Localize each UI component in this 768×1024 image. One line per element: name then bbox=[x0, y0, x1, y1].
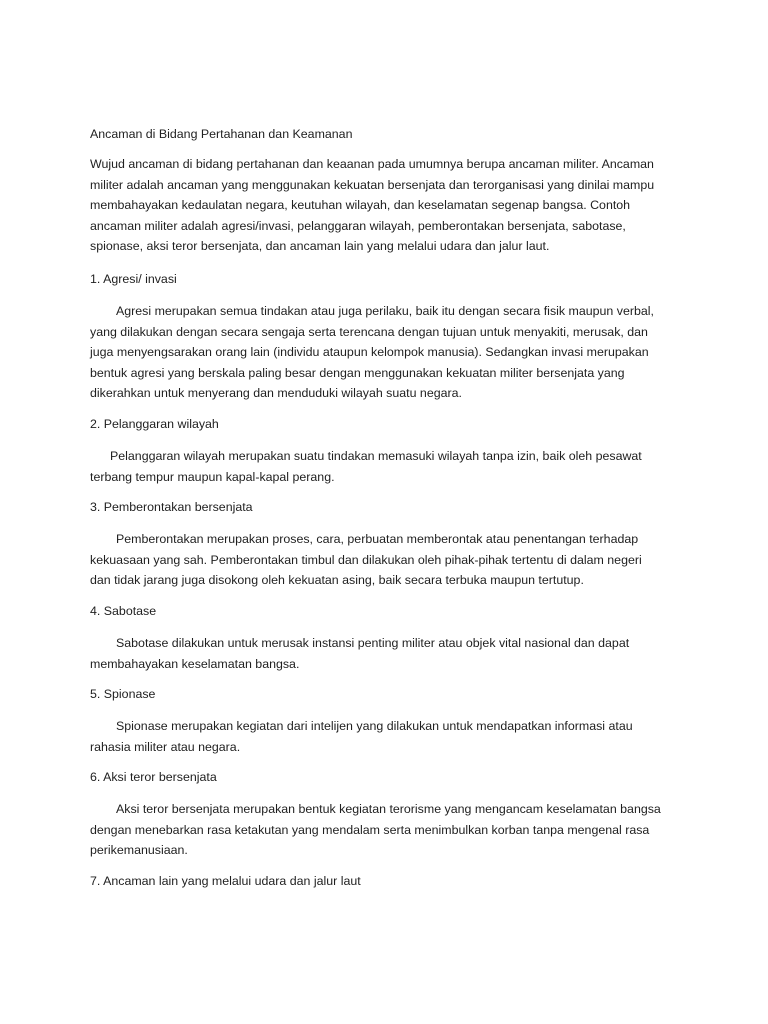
paragraph-line: dikerahkan untuk menyerang dan menduduki wilayah suatu negara. bbox=[90, 386, 462, 401]
intro-line: ancaman militer adalah agresi/invasi, pelanggaran wilayah, pemberontakan bersenjata, sabotase, bbox=[90, 218, 626, 233]
intro-line: Wujud ancaman di bidang pertahanan dan keaanan pada umumnya berupa ancaman militer. Ancaman bbox=[90, 157, 654, 171]
paragraph-line: rahasia militer atau negara. bbox=[90, 739, 241, 754]
intro-line: militer adalah ancaman yang menggunakan kekuatan bersenjata dan terorganisasi yang dinilai mampu bbox=[90, 177, 655, 192]
paragraph-line: Pemberontakan merupakan proses, cara, perbuatan memberontak atau penentangan terhadap bbox=[116, 532, 639, 547]
paragraph-line: Aksi teror bersenjata merupakan bentuk kegiatan terorisme yang mengancam keselamatan bangsa bbox=[116, 802, 661, 817]
section-heading: 1. Agresi/ invasi bbox=[90, 271, 177, 286]
section-paragraph bbox=[90, 799, 690, 861]
section-heading: 2. Pelanggaran wilayah bbox=[90, 416, 219, 431]
section-heading: 6. Aksi teror bersenjata bbox=[90, 770, 217, 785]
section-paragraph bbox=[90, 529, 690, 591]
paragraph-line: membahayakan keselamatan bangsa. bbox=[90, 656, 300, 671]
document-title: Ancaman di Bidang Pertahanan dan Keamanan bbox=[90, 127, 353, 141]
paragraph-line: Agresi merupakan semua tindakan atau juga perilaku, baik itu dengan secara fisik maupun verbal, bbox=[116, 303, 654, 318]
section-heading: 3. Pemberontakan bersenjata bbox=[90, 500, 253, 515]
paragraph-line: Sabotase dilakukan untuk merusak instansi penting militer atau objek vital nasional dan dapat bbox=[116, 635, 630, 650]
section-heading: 4. Sabotase bbox=[90, 603, 157, 618]
section-paragraph bbox=[90, 446, 690, 487]
paragraph-line: yang dilakukan dengan secara sengaja serta terencana dengan tujuan untuk menyakiti, merusak, dan bbox=[90, 324, 648, 339]
intro-paragraph bbox=[90, 154, 690, 257]
paragraph-line: perikemanusiaan. bbox=[90, 843, 188, 858]
paragraph-line: dan tidak jarang juga disokong oleh kekuatan asing, baik secara terbuka maupun tertutup. bbox=[90, 573, 584, 588]
intro-line: spionase, aksi teror bersenjata, dan ancaman lain yang melalui udara dan jalur laut. bbox=[90, 239, 550, 254]
intro-line: membahayakan kedaulatan negara, keutuhan wilayah, dan keselamatan segenap bangsa. Contoh bbox=[90, 198, 631, 213]
section-heading: 7. Ancaman lain yang melalui udara dan jalur laut bbox=[90, 874, 361, 889]
paragraph-line: terbang tempur maupun kapal-kapal perang. bbox=[90, 469, 335, 484]
section-paragraph bbox=[90, 633, 690, 674]
paragraph-line: bentuk agresi yang berskala paling besar dengan menggunakan kekuatan militer bersenjata yang bbox=[90, 365, 625, 380]
section-paragraph bbox=[90, 301, 690, 404]
paragraph-line: Pelanggaran wilayah merupakan suatu tindakan memasuki wilayah tanpa izin, baik oleh pesawat bbox=[110, 448, 642, 463]
document-page bbox=[90, 124, 690, 903]
paragraph-line: kekuasaan yang sah. Pemberontakan timbul dan dilakukan oleh pihak-pihak tertentu di dalam negeri bbox=[90, 552, 642, 567]
section-paragraph bbox=[90, 716, 690, 757]
paragraph-line: Spionase merupakan kegiatan dari intelijen yang dilakukan untuk mendapatkan informasi atau bbox=[116, 719, 633, 734]
paragraph-line: juga menyengsarakan orang lain (individu ataupun kelompok manusia). Sedangkan invasi merupakan bbox=[90, 345, 649, 360]
section-heading: 5. Spionase bbox=[90, 687, 156, 702]
paragraph-line: dengan menebarkan rasa ketakutan yang mendalam serta menimbulkan korban tanpa mengenal rasa bbox=[90, 822, 650, 837]
